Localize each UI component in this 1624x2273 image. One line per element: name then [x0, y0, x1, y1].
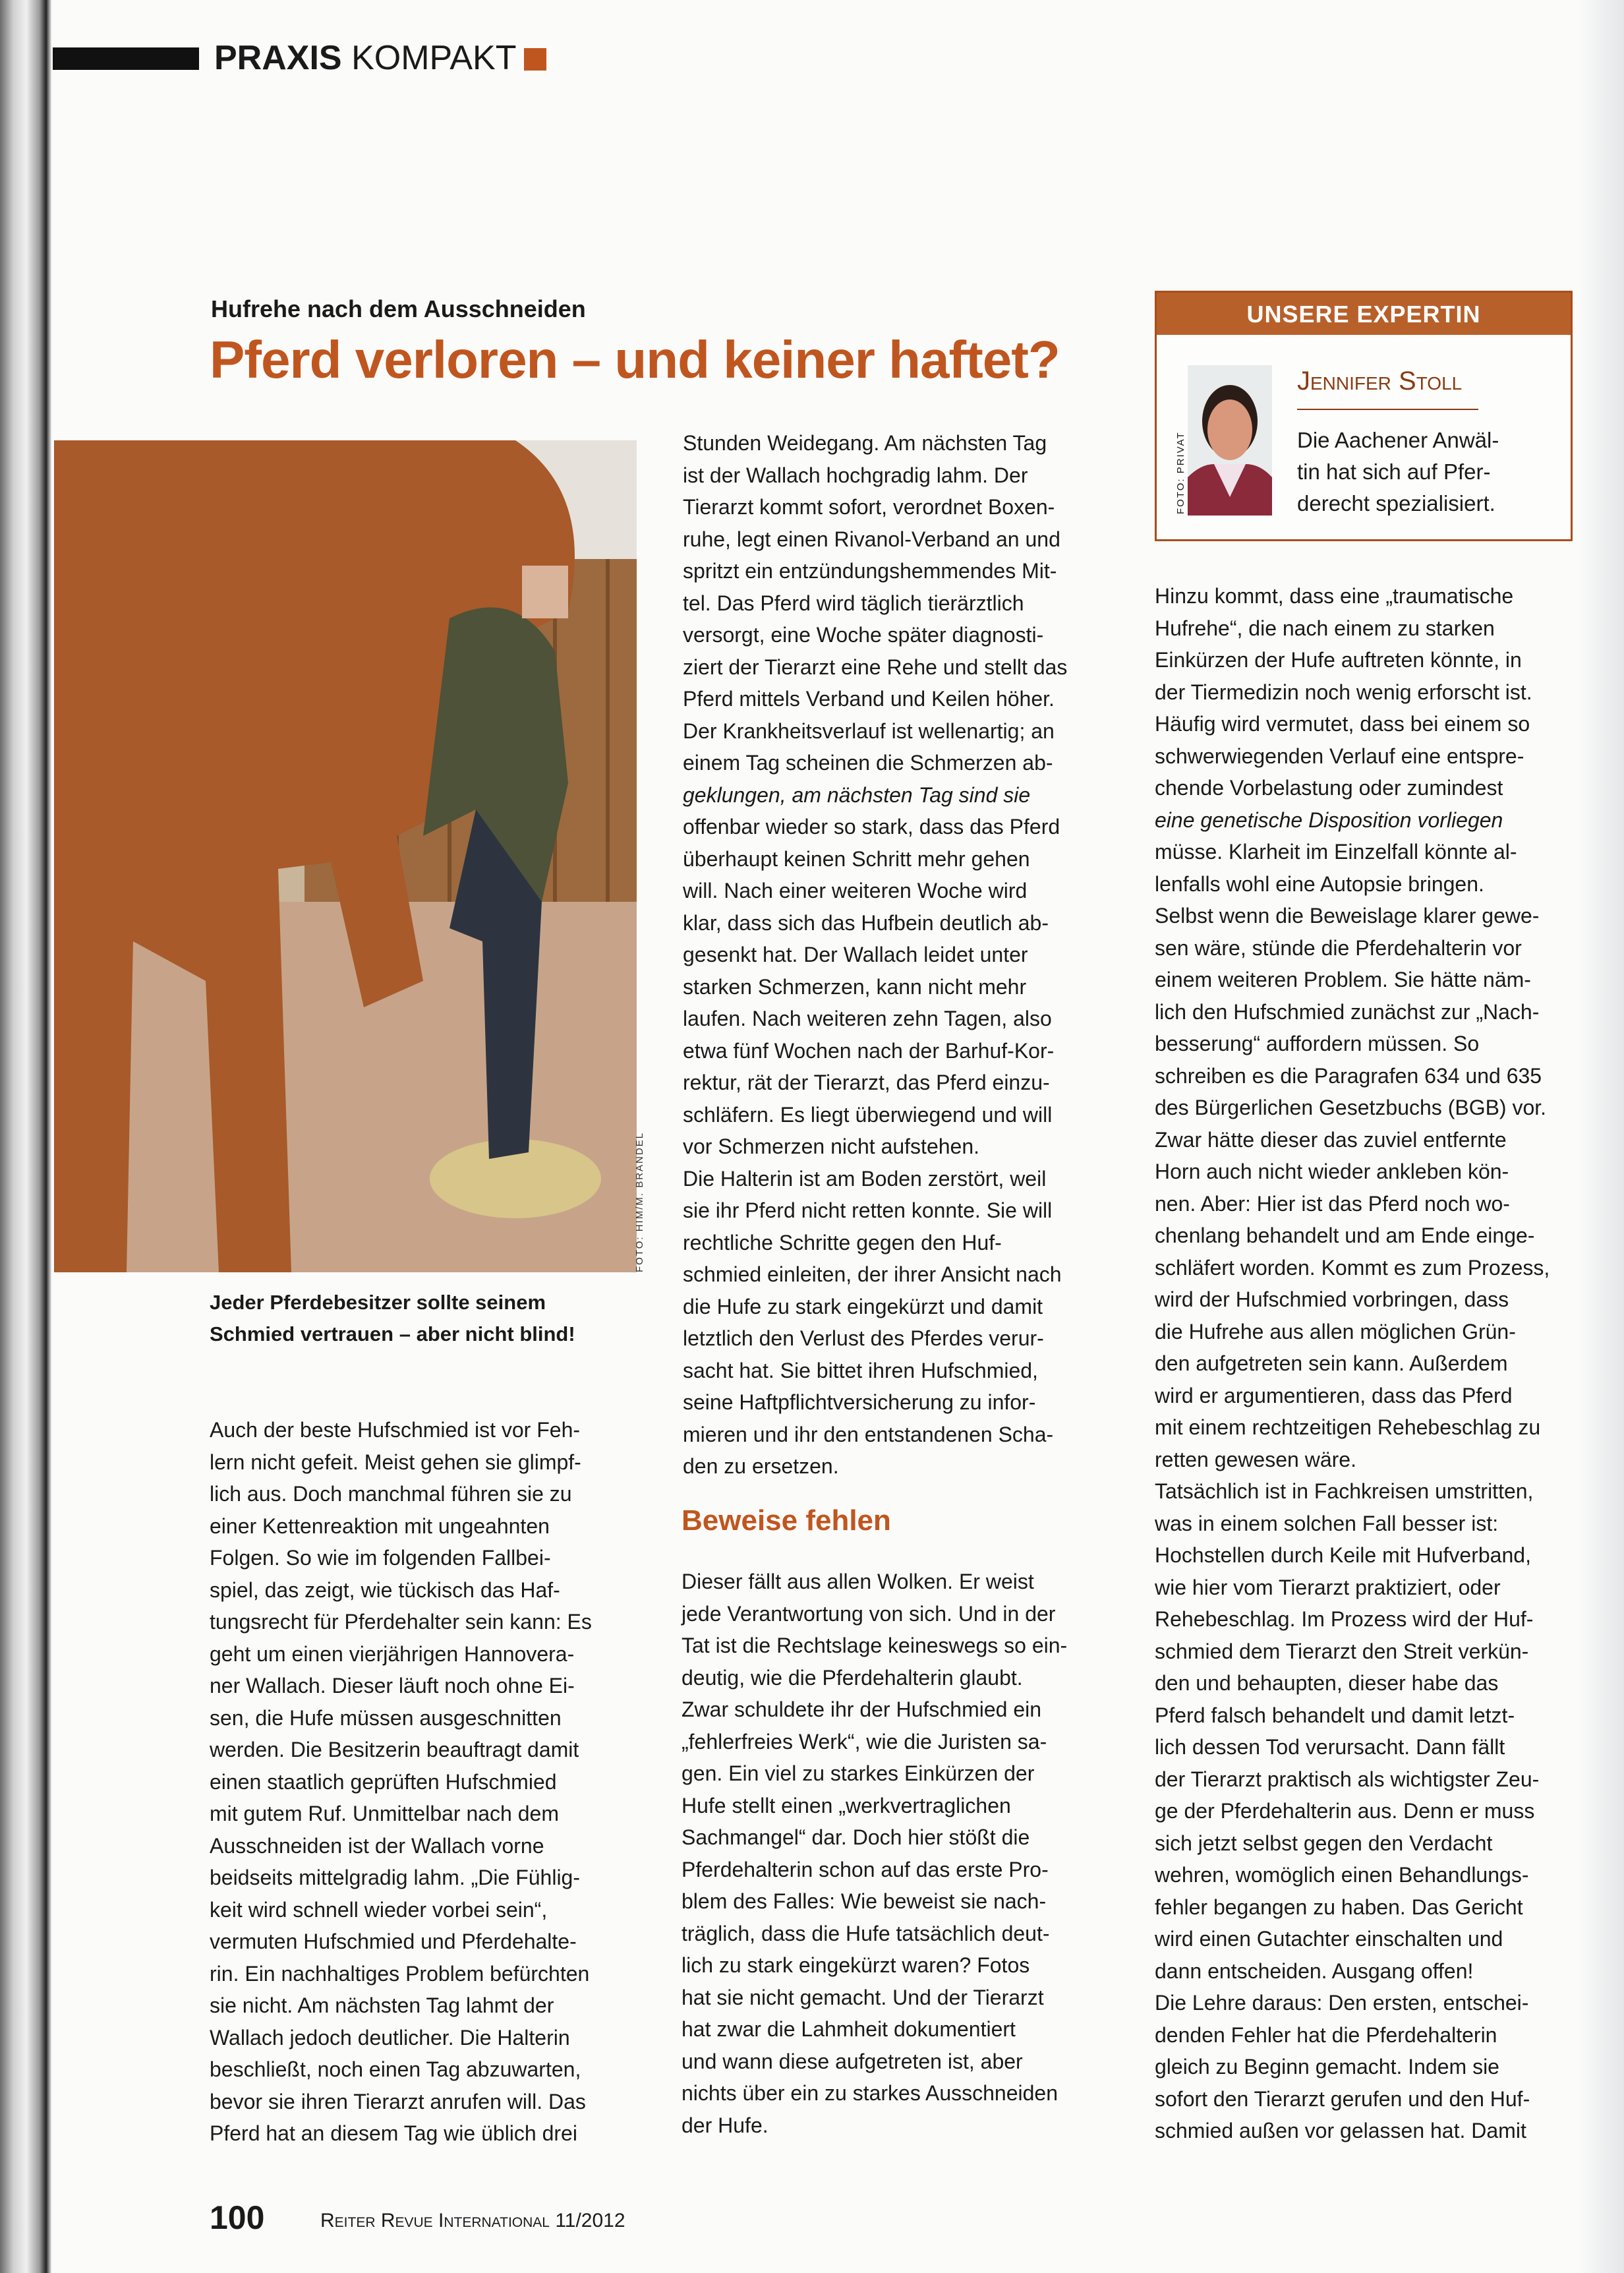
text-line: gesenkt hat. Der Wallach leidet unter — [683, 943, 1028, 966]
expert-description-line: derecht spezialisiert. — [1297, 491, 1495, 516]
text-line: will. Nach einer weiteren Woche wird — [683, 879, 1028, 902]
text-line: sofort den Tierarzt gerufen und den Huf- — [1155, 2086, 1530, 2111]
text-line: beschließt, noch einen Tag abzuwarten, — [210, 2057, 581, 2081]
article-subheading: Beweise fehlen — [682, 1504, 891, 1537]
text-line: mit einem rechtzeitigen Rehebeschlag zu — [1155, 1415, 1541, 1439]
text-line: denden Fehler hat die Pferdehalterin — [1155, 2022, 1497, 2047]
article-title: Pferd verloren – und keiner haftet? — [210, 330, 1060, 389]
text-line: geht um einen vierjährigen Hannovera- — [210, 1641, 575, 1666]
text-line: „fehlerfreies Werk“, wie die Juristen sa- — [682, 1729, 1047, 1754]
article-column-2-top — [683, 427, 1067, 1483]
page-number: 100 — [210, 2199, 265, 2236]
text-line: fehler begangen zu haben. Das Gericht — [1155, 1895, 1523, 1919]
photo-brick-floor — [54, 902, 637, 1272]
text-line: träglich, dass die Hufe tatsächlich deut- — [682, 1921, 1050, 1945]
text-line: hat zwar die Lahmheit dokumentiert — [682, 2017, 1016, 2041]
text-line: klar, dass sich das Hufbein deutlich ab- — [683, 910, 1049, 935]
text-line: offenbar wieder so stark, dass das Pferd — [683, 815, 1060, 839]
expert-divider — [1297, 409, 1478, 410]
text-line: sie ihr Pferd nicht retten konnte. Sie will — [683, 1198, 1053, 1222]
text-line: Pferd mittels Verband und Keilen höher. — [683, 687, 1055, 711]
text-line: gen. Ein viel zu starkes Einkürzen der — [682, 1761, 1035, 1785]
text-line: ziert der Tierarzt eine Rehe und stellt das — [683, 655, 1068, 679]
expert-photo-credit: FOTO: PRIVAT — [1175, 431, 1186, 514]
text-line: Tatsächlich ist in Fachkreisen umstritten, — [1155, 1479, 1534, 1503]
text-line: vermuten Hufschmied und Pferdehalte- — [210, 1930, 577, 1953]
text-line: schmied einleiten, der ihrer Ansicht nach — [683, 1262, 1062, 1286]
article-column-3 — [1155, 580, 1550, 2147]
text-line: etwa fünf Wochen nach der Barhuf-Kor- — [683, 1038, 1055, 1063]
farrier-horse-photo — [54, 440, 637, 1272]
text-line: der Tiermedizin noch wenig erforscht ist. — [1155, 680, 1532, 704]
caption-line: Schmied vertrauen – aber nicht blind! — [210, 1322, 575, 1345]
text-line: wie hier vom Tierarzt praktiziert, oder — [1155, 1575, 1501, 1599]
text-line: ruhe, legt einen Rivanol-Verband an und — [683, 527, 1060, 551]
text-line: rektur, rät der Tierarzt, das Pferd einzu- — [683, 1071, 1050, 1094]
text-line: werden. Die Besitzerin beauftragt damit — [210, 1738, 579, 1761]
text-line: lern nicht gefeit. Meist gehen sie glimpf- — [210, 1450, 581, 1474]
text-line: Häufig wird vermutet, dass bei einem so — [1155, 712, 1530, 736]
text-line: keit wird schnell wieder vorbei sein“, — [210, 1897, 548, 1922]
text-line: beidseits mittelgradig lahm. „Die Fühlig- — [210, 1866, 580, 1889]
text-line: schläfert worden. Kommt es zum Prozess, — [1155, 1255, 1550, 1280]
text-line: retten gewesen wäre. — [1155, 1447, 1356, 1471]
text-line: Sachmangel“ dar. Doch hier stößt die — [682, 1825, 1030, 1849]
text-line: einem weiteren Problem. Sie hätte näm- — [1155, 968, 1531, 991]
expert-description-line: tin hat sich auf Pfer- — [1297, 459, 1491, 484]
text-line: letztlich den Verlust des Pferdes verur- — [683, 1326, 1044, 1350]
page-binding-edge — [0, 0, 51, 2273]
text-line: spritzt ein entzündungshemmendes Mit- — [683, 559, 1057, 583]
text-line: sie nicht. Am nächsten Tag lahmt der — [210, 1993, 554, 2017]
text-line: mieren und ihr den entstandenen Scha- — [683, 1422, 1054, 1446]
text-line: Stunden Weidegang. Am nächsten Tag — [683, 431, 1047, 455]
text-line: nen. Aber: Hier ist das Pferd noch wo- — [1155, 1191, 1510, 1216]
section-square-icon — [524, 48, 546, 71]
text-line: schmied außen vor gelassen hat. Damit — [1155, 2119, 1526, 2142]
text-line: chende Vorbelastung oder zumindest — [1155, 776, 1503, 800]
article-column-2-bottom — [682, 1566, 1067, 2141]
text-line: wehren, womöglich einen Behandlungs- — [1155, 1863, 1529, 1887]
text-line: einen staatlich geprüften Hufschmied — [210, 1769, 557, 1794]
text-line: Zwar hätte dieser das zuviel entfernte — [1155, 1127, 1507, 1152]
text-line: vor Schmerzen nicht aufstehen. — [683, 1135, 980, 1158]
text-line: lenfalls wohl eine Autopsie bringen. — [1155, 871, 1484, 896]
text-line: den und behaupten, dieser habe das — [1155, 1671, 1499, 1695]
section-bar — [53, 47, 199, 70]
expert-box — [1155, 291, 1573, 541]
text-line: der Tierarzt praktisch als wichtigster Zeu- — [1155, 1767, 1540, 1791]
text-line: Tat ist die Rechtslage keineswegs so ein- — [682, 1634, 1068, 1657]
text-line: die Hufe zu stark eingekürzt und damit — [683, 1294, 1043, 1318]
expert-portrait — [1188, 365, 1272, 516]
text-line: die Hufrehe aus allen möglichen Grün- — [1155, 1319, 1516, 1343]
text-line: Pferd falsch behandelt und damit letzt- — [1155, 1703, 1515, 1727]
page-edge-shadow — [1578, 0, 1624, 2273]
text-line: schreiben es die Paragrafen 634 und 635 — [1155, 1063, 1542, 1088]
text-line: Rehebeschlag. Im Prozess wird der Huf- — [1155, 1607, 1534, 1631]
text-line: sen wäre, stünde die Pferdehalterin vor — [1155, 935, 1522, 960]
text-line: sich jetzt selbst gegen den Verdacht — [1155, 1831, 1493, 1855]
text-line: Der Krankheitsverlauf ist wellenartig; an — [683, 719, 1055, 743]
text-line: sen, die Hufe müssen ausgeschnitten — [210, 1705, 562, 1730]
text-line: des Bürgerlichen Gesetzbuchs (BGB) vor. — [1155, 1096, 1547, 1119]
expert-name: Jennifer Stoll — [1297, 367, 1463, 396]
text-line: Hinzu kommt, dass eine „traumatische — [1155, 584, 1514, 608]
text-line: Auch der beste Hufschmied ist vor Feh- — [210, 1418, 581, 1442]
text-line: einer Kettenreaktion mit ungeahnten — [210, 1514, 550, 1538]
text-line: Selbst wenn die Beweislage klarer gewe- — [1155, 904, 1540, 928]
text-line: wird einen Gutachter einschalten und — [1155, 1927, 1503, 1951]
text-line: nichts über ein zu starkes Ausschneiden — [682, 2081, 1058, 2105]
photo-credit: FOTO: HIM/M. BRANDEL — [634, 1131, 645, 1272]
expert-description-line: Die Aachener Anwäl- — [1297, 428, 1499, 452]
text-line: gleich zu Beginn gemacht. Indem sie — [1155, 2055, 1499, 2079]
text-line: rechtliche Schritte gegen den Huf- — [683, 1230, 1002, 1255]
photo-caption — [210, 1287, 575, 1350]
text-line: ist der Wallach hochgradig lahm. Der — [683, 463, 1028, 487]
text-line: und wann diese aufgetreten ist, aber — [682, 2049, 1023, 2073]
text-line: Pferd hat an diesem Tag wie üblich drei — [210, 2121, 577, 2145]
text-line: blem des Falles: Wie beweist sie nach- — [682, 1889, 1047, 1913]
text-line: tel. Das Pferd wird täglich tierärztlich — [683, 591, 1024, 615]
text-line: überhaupt keinen Schritt mehr gehen — [683, 846, 1030, 871]
text-line: laufen. Nach weiteren zehn Tagen, also — [683, 1007, 1052, 1030]
text-line: Hufrehe“, die nach einem zu starken — [1155, 616, 1495, 640]
text-line: Hufe stellt einen „werkvertraglichen — [682, 1793, 1011, 1817]
text-line: ner Wallach. Dieser läuft noch ohne Ei- — [210, 1674, 575, 1697]
text-line: sacht hat. Sie bittet ihren Hufschmied, — [683, 1358, 1038, 1382]
text-line: lich aus. Doch manchmal führen sie zu — [210, 1482, 572, 1506]
text-line: versorgt, eine Woche später diagnosti- — [683, 623, 1044, 647]
text-line: Die Halterin ist am Boden zerstört, weil — [683, 1166, 1047, 1191]
text-line: lich dessen Tod verursacht. Dann fällt — [1155, 1735, 1505, 1759]
article-column-1 — [210, 1414, 592, 2150]
text-line: Folgen. So wie im folgenden Fallbei- — [210, 1546, 551, 1570]
text-line: wird der Hufschmied vorbringen, dass — [1155, 1287, 1509, 1311]
text-line: Pferdehalterin schon auf das erste Pro- — [682, 1857, 1049, 1881]
expert-box-heading: UNSERE EXPERTIN — [1157, 293, 1571, 335]
text-line: chenlang behandelt und am Ende einge- — [1155, 1224, 1535, 1247]
text-line: ge der Pferdehalterin aus. Denn er muss — [1155, 1799, 1535, 1823]
text-line: wird er argumentieren, dass das Pferd — [1155, 1383, 1513, 1407]
text-line: schwerwiegenden Verlauf eine entspre- — [1155, 744, 1524, 768]
text-line: geklungen, am nächsten Tag sind sie — [683, 782, 1031, 807]
text-line: Wallach jedoch deutlicher. Die Halterin — [210, 2025, 570, 2050]
photo-blurred-face — [522, 566, 568, 618]
text-line: der Hufe. — [682, 2113, 768, 2137]
article-kicker: Hufrehe nach dem Ausschneiden — [211, 295, 586, 322]
text-line: besserung“ auffordern müssen. So — [1155, 1032, 1480, 1055]
text-line: schläfern. Es liegt überwiegend und will — [683, 1102, 1053, 1127]
text-line: jede Verantwortung von sich. Und in der — [682, 1601, 1056, 1626]
text-line: Horn auch nicht wieder ankleben kön- — [1155, 1160, 1509, 1183]
text-line: was in einem solchen Fall besser ist: — [1155, 1511, 1499, 1535]
text-line: schmied dem Tierarzt den Streit verkün- — [1155, 1639, 1529, 1663]
text-line: lich den Hufschmied zunächst zur „Nach- — [1155, 999, 1540, 1024]
expert-description — [1297, 425, 1499, 519]
text-line: mit gutem Ruf. Unmittelbar nach dem — [210, 1802, 559, 1825]
text-line: Ausschneiden ist der Wallach vorne — [210, 1833, 544, 1858]
text-line: Zwar schuldete ihr der Hufschmied ein — [682, 1697, 1042, 1721]
magazine-issue: Reiter Revue International 11/2012 — [320, 2210, 625, 2231]
text-line: bevor sie ihren Tierarzt anrufen will. Das — [210, 2089, 586, 2113]
section-label — [214, 37, 546, 79]
text-line: den zu ersetzen. — [683, 1454, 839, 1478]
text-line: müsse. Klarheit im Einzelfall könnte al- — [1155, 840, 1517, 864]
text-line: spiel, das zeigt, wie tückisch das Haf- — [210, 1578, 560, 1602]
section-label-light: KOMPAKT — [351, 39, 517, 77]
text-line: deutig, wie die Pferdehalterin glaubt. — [682, 1665, 1023, 1690]
text-line: lich zu stark eingekürzt waren? Fotos — [682, 1953, 1030, 1977]
text-line: hat sie nicht gemacht. Und der Tierarzt — [682, 1985, 1044, 2009]
text-line: starken Schmerzen, kann nicht mehr — [683, 974, 1027, 999]
text-line: den aufgetreten sein kann. Außerdem — [1155, 1351, 1508, 1375]
text-line: tungsrecht für Pferdehalter sein kann: Es — [210, 1610, 592, 1634]
text-line: Einkürzen der Hufe auftreten könnte, in — [1155, 648, 1522, 672]
text-line: dann entscheiden. Ausgang offen! — [1155, 1959, 1474, 1983]
text-line: Hochstellen durch Keile mit Hufverband, — [1155, 1543, 1531, 1567]
text-line: Die Lehre daraus: Den ersten, entschei- — [1155, 1991, 1529, 2015]
caption-line: Jeder Pferdebesitzer sollte seinem — [210, 1291, 546, 1314]
text-line: eine genetische Disposition vorliegen — [1155, 808, 1503, 832]
text-line: Dieser fällt aus allen Wolken. Er weist — [682, 1570, 1034, 1593]
text-line: einem Tag scheinen die Schmerzen ab- — [683, 751, 1053, 775]
section-label-bold: PRAXIS — [214, 39, 342, 77]
text-line: rin. Ein nachhaltiges Problem befürchten — [210, 1961, 590, 1986]
text-line: Tierarzt kommt sofort, verordnet Boxen- — [683, 495, 1055, 519]
text-line: seine Haftpflichtversicherung zu infor- — [683, 1390, 1036, 1414]
